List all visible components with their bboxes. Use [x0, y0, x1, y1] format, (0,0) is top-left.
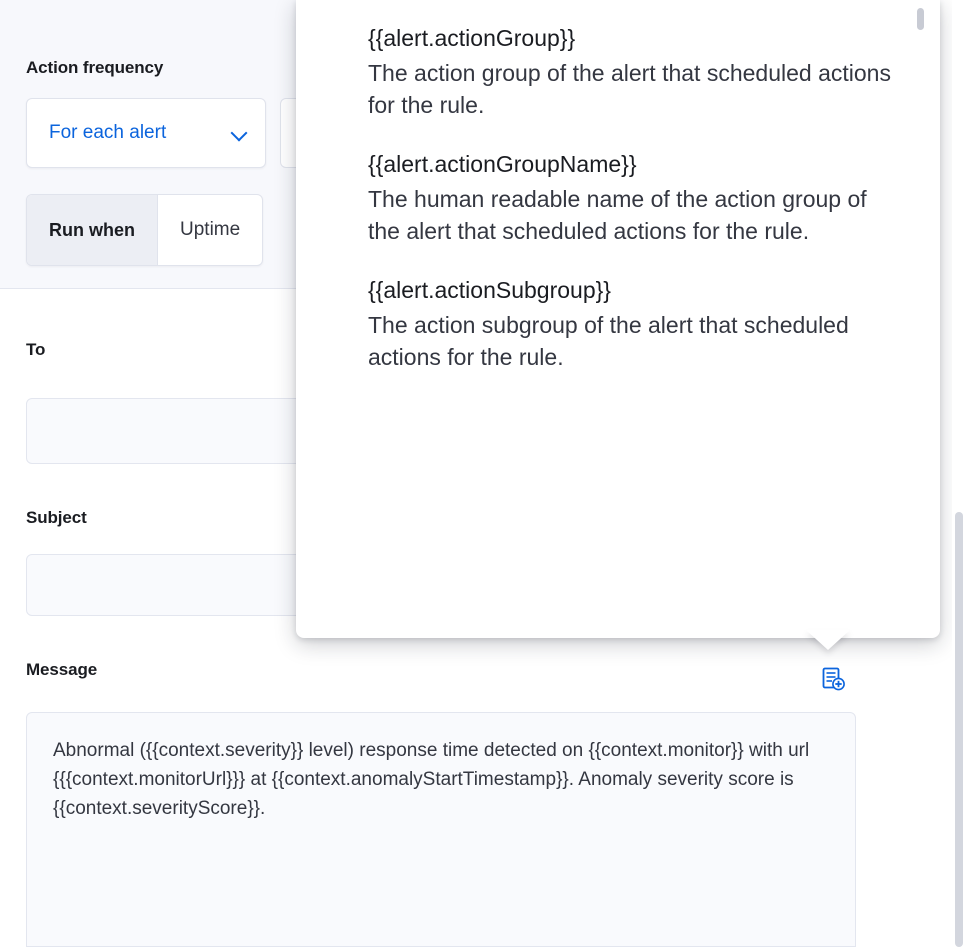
list-item[interactable] — [368, 22, 892, 122]
variable-name: {{alert.actionGroup}} — [368, 25, 576, 51]
popover-arrow — [806, 630, 850, 650]
variable-description: The human readable name of the action group of the alert that scheduled actions for the rule. — [368, 185, 867, 245]
list-item[interactable] — [368, 274, 892, 374]
list-item[interactable] — [368, 148, 892, 248]
action-frequency-select-value: For each alert — [49, 122, 167, 143]
run-when-row[interactable] — [26, 194, 263, 266]
variable-name: {{alert.actionGroupName}} — [368, 150, 637, 177]
page-scrollbar-thumb[interactable] — [955, 512, 963, 947]
action-frequency-label: Action frequency — [26, 58, 164, 77]
variables-list[interactable] — [296, 0, 940, 638]
chevron-down-icon — [231, 124, 249, 142]
run-when-value: Uptime — [180, 219, 241, 240]
message-textarea[interactable]: Abnormal ({{context.severity}} level) response time detected on {{context.monitor}} with url {{{context.monitorUrl}}} at {{context.anomalyStartTimestamp}}. Anomaly severity score is {{context.severityScore}}. — [26, 712, 856, 947]
subject-label: Subject — [26, 508, 87, 527]
message-label: Message — [26, 660, 98, 679]
popover-scrollbar[interactable] — [917, 8, 924, 30]
run-when-label: Run when — [27, 195, 158, 265]
add-variable-button[interactable] — [816, 662, 850, 696]
variable-description: The action group of the alert that scheduled actions for the rule. — [368, 59, 891, 119]
variable-name: {{alert.actionSubgroup}} — [368, 276, 611, 303]
variable-description: The action subgroup of the alert that scheduled actions for the rule. — [368, 311, 849, 371]
page-scrollbar[interactable] — [952, 0, 966, 947]
action-frequency-select[interactable] — [26, 98, 266, 168]
variables-popover — [296, 0, 940, 638]
to-label: To — [26, 340, 46, 359]
add-variable-icon — [820, 666, 846, 692]
